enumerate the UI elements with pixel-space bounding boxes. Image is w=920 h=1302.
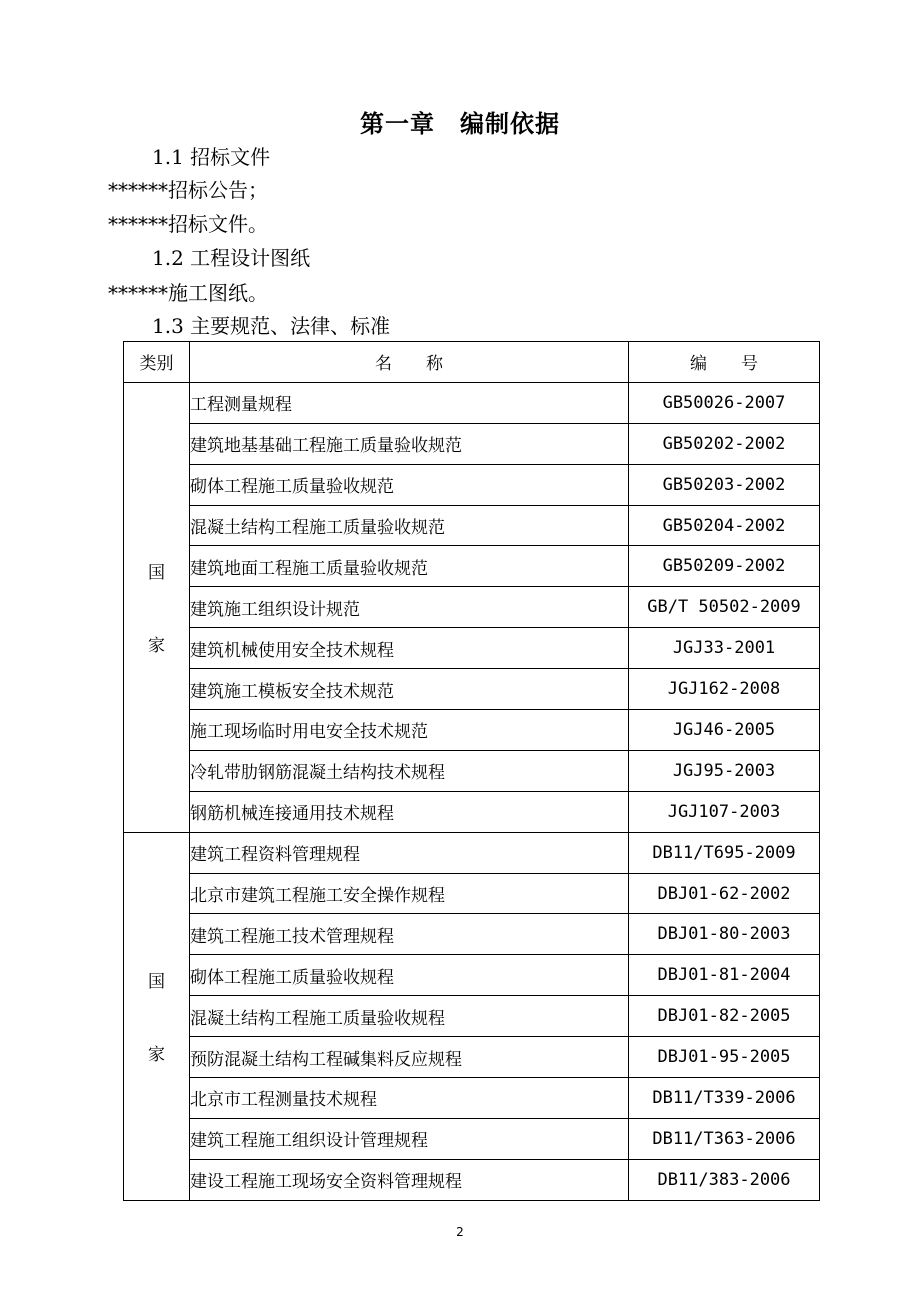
table-row	[124, 382, 820, 423]
standard-name: 砌体工程施工质量验收规范	[190, 464, 629, 505]
standard-code: GB50204-2002	[629, 505, 820, 546]
standard-code: JGJ107-2003	[629, 791, 820, 832]
standard-name: 建筑机械使用安全技术规程	[190, 628, 629, 669]
standard-code: DB11/383-2006	[629, 1159, 820, 1200]
table-row	[124, 587, 820, 628]
table-row	[124, 669, 820, 710]
table-header-row	[124, 342, 820, 383]
standard-code: JGJ162-2008	[629, 669, 820, 710]
category-char: 家	[148, 1045, 165, 1066]
standard-code: DBJ01-62-2002	[629, 873, 820, 914]
standard-code: DB11/T695-2009	[629, 832, 820, 873]
standard-code: DB11/T339-2006	[629, 1078, 820, 1119]
table-row	[124, 423, 820, 464]
category-char: 家	[148, 636, 165, 657]
list-item-tender-file: ******招标文件。	[108, 212, 268, 236]
table-row	[124, 710, 820, 751]
standard-code: GB50203-2002	[629, 464, 820, 505]
standard-name: 工程测量规程	[190, 382, 629, 423]
standard-name: 建筑地基基础工程施工质量验收规范	[190, 423, 629, 464]
standard-name: 建筑施工模板安全技术规范	[190, 669, 629, 710]
standard-name: 北京市建筑工程施工安全操作规程	[190, 873, 629, 914]
column-header-code: 编 号	[629, 342, 820, 383]
standard-name: 建筑工程资料管理规程	[190, 832, 629, 873]
standard-code: JGJ33-2001	[629, 628, 820, 669]
standard-code: DBJ01-95-2005	[629, 1037, 820, 1078]
standard-name: 北京市工程测量技术规程	[190, 1078, 629, 1119]
table-row	[124, 546, 820, 587]
standard-name: 建筑施工组织设计规范	[190, 587, 629, 628]
list-item-tender-notice: ******招标公告；	[108, 178, 268, 202]
standard-code: GB50026-2007	[629, 382, 820, 423]
standard-code: JGJ95-2003	[629, 750, 820, 791]
standard-name: 施工现场临时用电安全技术规范	[190, 710, 629, 751]
section-heading-tender-documents: 1.1 招标文件	[152, 145, 271, 169]
category-cell-local	[124, 832, 190, 1200]
table-row	[124, 1118, 820, 1159]
table-row	[124, 832, 820, 873]
table-row	[124, 1159, 820, 1200]
standard-name: 砌体工程施工质量验收规程	[190, 955, 629, 996]
table-row	[124, 955, 820, 996]
column-header-name: 名 称	[190, 342, 629, 383]
standards-table	[123, 341, 820, 1201]
table-row	[124, 750, 820, 791]
standard-name: 混凝土结构工程施工质量验收规程	[190, 996, 629, 1037]
list-item-construction-drawings: ******施工图纸。	[108, 281, 268, 305]
standard-code: DBJ01-81-2004	[629, 955, 820, 996]
table-row	[124, 873, 820, 914]
table-row	[124, 464, 820, 505]
category-char: 国	[148, 972, 165, 993]
category-cell-national	[124, 382, 190, 832]
table-row	[124, 1078, 820, 1119]
table-row	[124, 996, 820, 1037]
standard-code: JGJ46-2005	[629, 710, 820, 751]
table-row	[124, 1037, 820, 1078]
standard-code: DB11/T363-2006	[629, 1118, 820, 1159]
standard-name: 钢筋机械连接通用技术规程	[190, 791, 629, 832]
column-header-category: 类别	[124, 342, 190, 383]
table-row	[124, 791, 820, 832]
table-row	[124, 505, 820, 546]
standard-code: GB50209-2002	[629, 546, 820, 587]
standard-name: 混凝土结构工程施工质量验收规范	[190, 505, 629, 546]
standard-name: 预防混凝土结构工程碱集料反应规程	[190, 1037, 629, 1078]
category-char: 国	[148, 563, 165, 584]
standard-code: GB/T 50502-2009	[629, 587, 820, 628]
standard-code: DBJ01-82-2005	[629, 996, 820, 1037]
standard-name: 建设工程施工现场安全资料管理规程	[190, 1159, 629, 1200]
table-row	[124, 914, 820, 955]
standard-code: DBJ01-80-2003	[629, 914, 820, 955]
standard-name: 冷轧带肋钢筋混凝土结构技术规程	[190, 750, 629, 791]
section-heading-design-drawings: 1.2 工程设计图纸	[152, 246, 311, 270]
section-heading-standards: 1.3 主要规范、法律、标准	[152, 314, 391, 338]
standard-name: 建筑工程施工技术管理规程	[190, 914, 629, 955]
table-row	[124, 628, 820, 669]
standard-name: 建筑工程施工组织设计管理规程	[190, 1118, 629, 1159]
standard-code: GB50202-2002	[629, 423, 820, 464]
page-number: 2	[456, 1225, 464, 1239]
page-title: 第一章 编制依据	[360, 110, 560, 138]
standard-name: 建筑地面工程施工质量验收规范	[190, 546, 629, 587]
